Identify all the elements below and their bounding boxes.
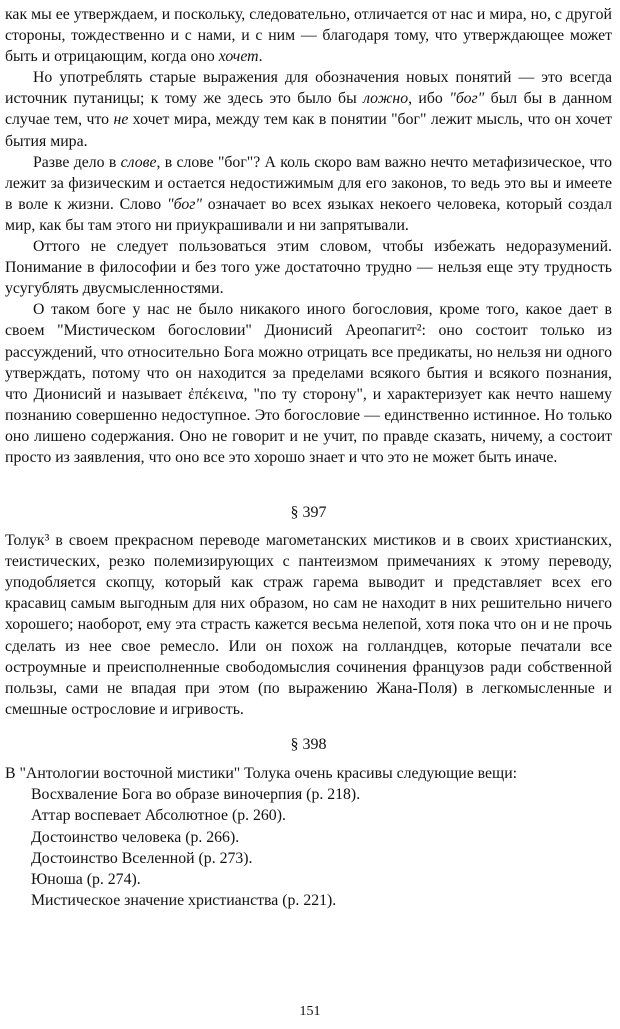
paragraph	[5, 67, 612, 151]
section-398-heading: § 398	[290, 735, 327, 753]
italic-text: ложно	[363, 90, 409, 108]
section-397-heading: § 397	[290, 504, 327, 522]
text-segment: означает во всех языках некоего человека, который создал мир, как бы там этого ни приукрашивали и ни запрятывали.	[5, 195, 612, 234]
section-398-list	[5, 784, 612, 912]
italic-text: хочет	[218, 48, 259, 66]
paragraph	[5, 236, 612, 299]
text-segment: Разве дело в	[33, 153, 121, 171]
list-item: Юноша (р. 274).	[31, 871, 141, 889]
paragraph	[5, 152, 612, 236]
list-item: Мистическое значение христианства (р. 221).	[31, 892, 337, 910]
paragraph	[5, 4, 612, 67]
list-item: Восхваление Бога во образе виночерпия (р. 218).	[31, 786, 361, 803]
paragraph	[5, 299, 612, 468]
italic-text: "бог"	[449, 90, 485, 108]
body-text	[5, 4, 612, 468]
page-number: 151	[299, 1004, 321, 1019]
list-item: Достоинство Вселенной (р. 273).	[31, 849, 253, 867]
text-segment: был бы в данном случае тем, что	[5, 90, 612, 129]
list-item: Достоинство человека (р. 266).	[31, 828, 240, 846]
list-item: Аттар воспевает Абсолютное (р. 260).	[31, 807, 286, 825]
italic-text: слове	[120, 153, 157, 171]
section-397-paragraph: Толук³ в своем прекрасном переводе магометанских мистиков и в своих христианских, теистических, резко полемизирующих с пантеизмом примечаниях к этому переводу, уподобляется скопцу, который как страж гарема выводит и представляет всех его красавиц самым выгодным для них образом, но сам не находит в них решительно ничего хорошего; наоборот, ему эта страсть кажется весьма нелепой, хотя пока что он и не прочь сделать из нее свое ремесло. Или он похож на голландцев, которые печатали все остроумные и преисполненные свободомыслия сочинения французов ради собственной пользы, сами не впадая при этом (по выражению Жана-Поля) в легкомысленные и смешные острословие и игривость.	[5, 532, 612, 718]
text-segment: .	[258, 48, 263, 66]
text-segment: , ибо	[408, 90, 450, 108]
italic-text: "бог"	[166, 195, 203, 213]
text-segment: Оттого не следует пользоваться этим словом, чтобы избежать недоразумений. Понимание в философии и без того уже достаточно трудно — нельзя еще эту трудность усугублять двусмысленностями.	[5, 238, 612, 298]
text-segment: О таком боге у нас не было никакого иного богословия, кроме того, какое дает в своем "Мистическом богословии" Дионисий Ареопагит²: оно состоит только из рассуждений, что относительно Бога можно отрицать все предикаты, но нельзя ни одного утверждать, потому что он находится за пределами всякого бытия и всякого познания, что Дионисий и называет ἐπέκεινα, "по ту сторону", и характеризует как нечто нашему познанию совершенно недоступное. Это богословие — единственно истинное. Но только оно лишено содержания. Оно не говорит и не учит, по правде сказать, ничему, а состоит просто из заявления, что оно все это хорошо знает и что это не может быть иначе.	[5, 301, 612, 466]
section-398-intro: В "Антологии восточной мистики" Толука очень красивы следующие вещи:	[5, 764, 518, 782]
italic-text: не	[113, 111, 129, 129]
text-segment: , в слове "бог"? А коль скоро вам важно нечто метафизическое, что лежит за физическим и остается недостижимым для его законов, то ведь это вы и имеете в воле к жизни. Слово	[5, 153, 612, 213]
text-segment: Но употреблять старые выражения для обозначения новых понятий — это всегда источник путаницы; к тому же здесь это было бы	[5, 69, 612, 108]
text-segment: хочет мира, между тем как в понятии "бог" лежит мысль, что он хочет бытия мира.	[5, 111, 612, 150]
text-segment: как мы ее утверждаем, и поскольку, следовательно, отличается от нас и мира, но, с другой стороны, тождественно и с нами, и с ним — благодаря тому, что утверждающее может быть и отрицающим, когда оно	[5, 6, 612, 66]
